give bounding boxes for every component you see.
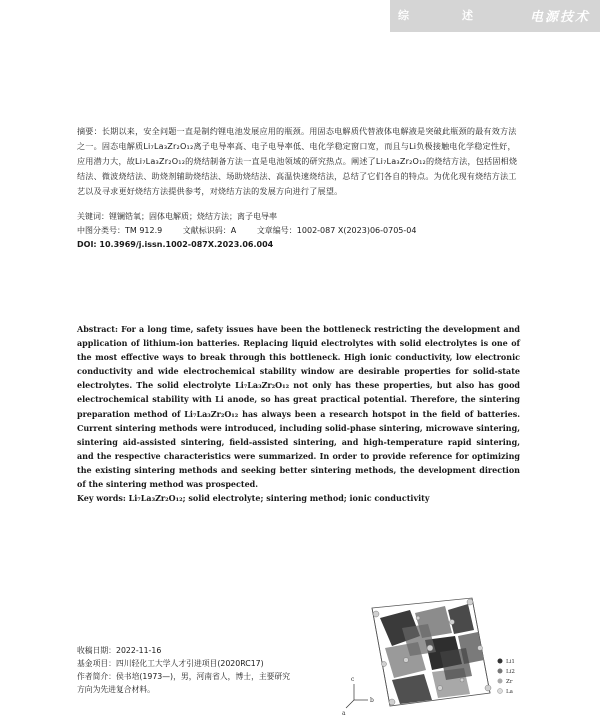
en-keywords-text: Li₇La₃Zr₂O₁₂; solid electrolyte; sintering method; ionic conductivity [128,493,430,504]
llzo-crystal-structure-figure [340,588,520,718]
author-bio-line-1: 作者简介：侯书培(1973—)，男，河南省人，博士，主要研究 [77,672,291,681]
en-abstract-text: For a long time, safety issues have been the bottleneck restricting the development and application of lithium-ion batteries. Replacing liquid electrolytes with solid electrolytes is one of the most effective ways to break through this bottleneck. High ionic conductivity, low electronic conductivity and wide electrochemical stability window are desirable properties for solid-state electrolytes. The solid electrolyte Li₇La₃Zr₂O₁₂ not only has these properties, but also has good electrochemical stability with Li anode, so has great practical potential. Therefore, the sintering preparation method of Li₇La₃Zr₂O₁₂ has always been a research hotspot in the field of batteries. Current sintering methods were introduced, including solid-phase sintering, microwave sintering, sintering aid-assisted sintering, field-assisted sintering, and high-temperature rapid sintering, and the respective characteristics were summarized. In order to provide reference for optimizing the existing sintering methods and seeking better sintering methods, the development direction of the sintering method was prospected. [77,324,520,490]
axes-indicator [346,684,368,708]
en-keywords [77,491,520,505]
doi: DOI: 10.3969/j.issn.1002-087X.2023.06.004 [77,240,274,249]
received-date: 收稿日期：2022-11-16 [77,646,162,655]
en-abstract-label: Abstract: [77,324,118,334]
journal-header-bar [390,0,600,32]
cn-classification-row [77,225,520,237]
en-keywords-label: Key words: [77,493,126,504]
cn-abstract-label: 摘要： [77,126,102,136]
clc-number: 中图分类号：TM 912.9 [77,226,163,235]
figure-legend [498,659,515,696]
cn-keywords-text: 锂镧锆氧；固体电解质；烧结方法；离子电导率 [109,212,277,221]
section-tag-2: 述 [462,9,475,22]
fund-project: 基金项目：四川轻化工大学人才引进项目(2020RC17) [77,659,264,668]
journal-brand: 电源技术 [529,10,590,25]
author-bio-line-2: 方向为先进复合材料。 [77,685,155,694]
axis-b-label: b [370,697,374,704]
axis-a-label: a [342,710,346,717]
legend-li2: Li2 [506,669,515,675]
polyhedra [380,604,484,704]
cn-keywords [77,211,520,223]
legend-zr: Zr [506,679,513,685]
legend-la: La [506,689,513,695]
chinese-abstract [77,124,520,199]
legend-li1: Li1 [506,659,515,665]
section-tag-1: 综 [398,9,411,22]
cn-abstract-text: 长期以来，安全问题一直是制约锂电池发展应用的瓶颈。用固态电解质代替液体电解液是突破此瓶颈的最有效方法之一。固态电解质Li₇La₃Zr₂O₁₂离子电导率高、电子电导率低、电化学稳定窗口宽，而且与Li负极接触电化学稳定性好，应用潜力大，故Li₇La₃Zr₂O₁₂的烧结制备方法一直是电池领域的研究热点。阐述了Li₇La₃Zr₂O₁₂的烧结方法，包括固相烧结法、微波烧结法、助烧剂辅助烧结法、场助烧结法、高温快速烧结法，总结了它们各自的特点。为优化现有烧结方法工艺以及寻求更好烧结方法提供参考，对烧结方法的发展方向进行了展望。 [77,126,518,196]
cn-keywords-label: 关键词： [77,212,109,221]
article-number: 文章编号：1002-087 X(2023)06-0705-04 [256,226,417,235]
english-abstract [77,322,520,505]
document-code: 文献标识码：A [182,226,237,235]
axis-c-label: c [351,676,355,683]
